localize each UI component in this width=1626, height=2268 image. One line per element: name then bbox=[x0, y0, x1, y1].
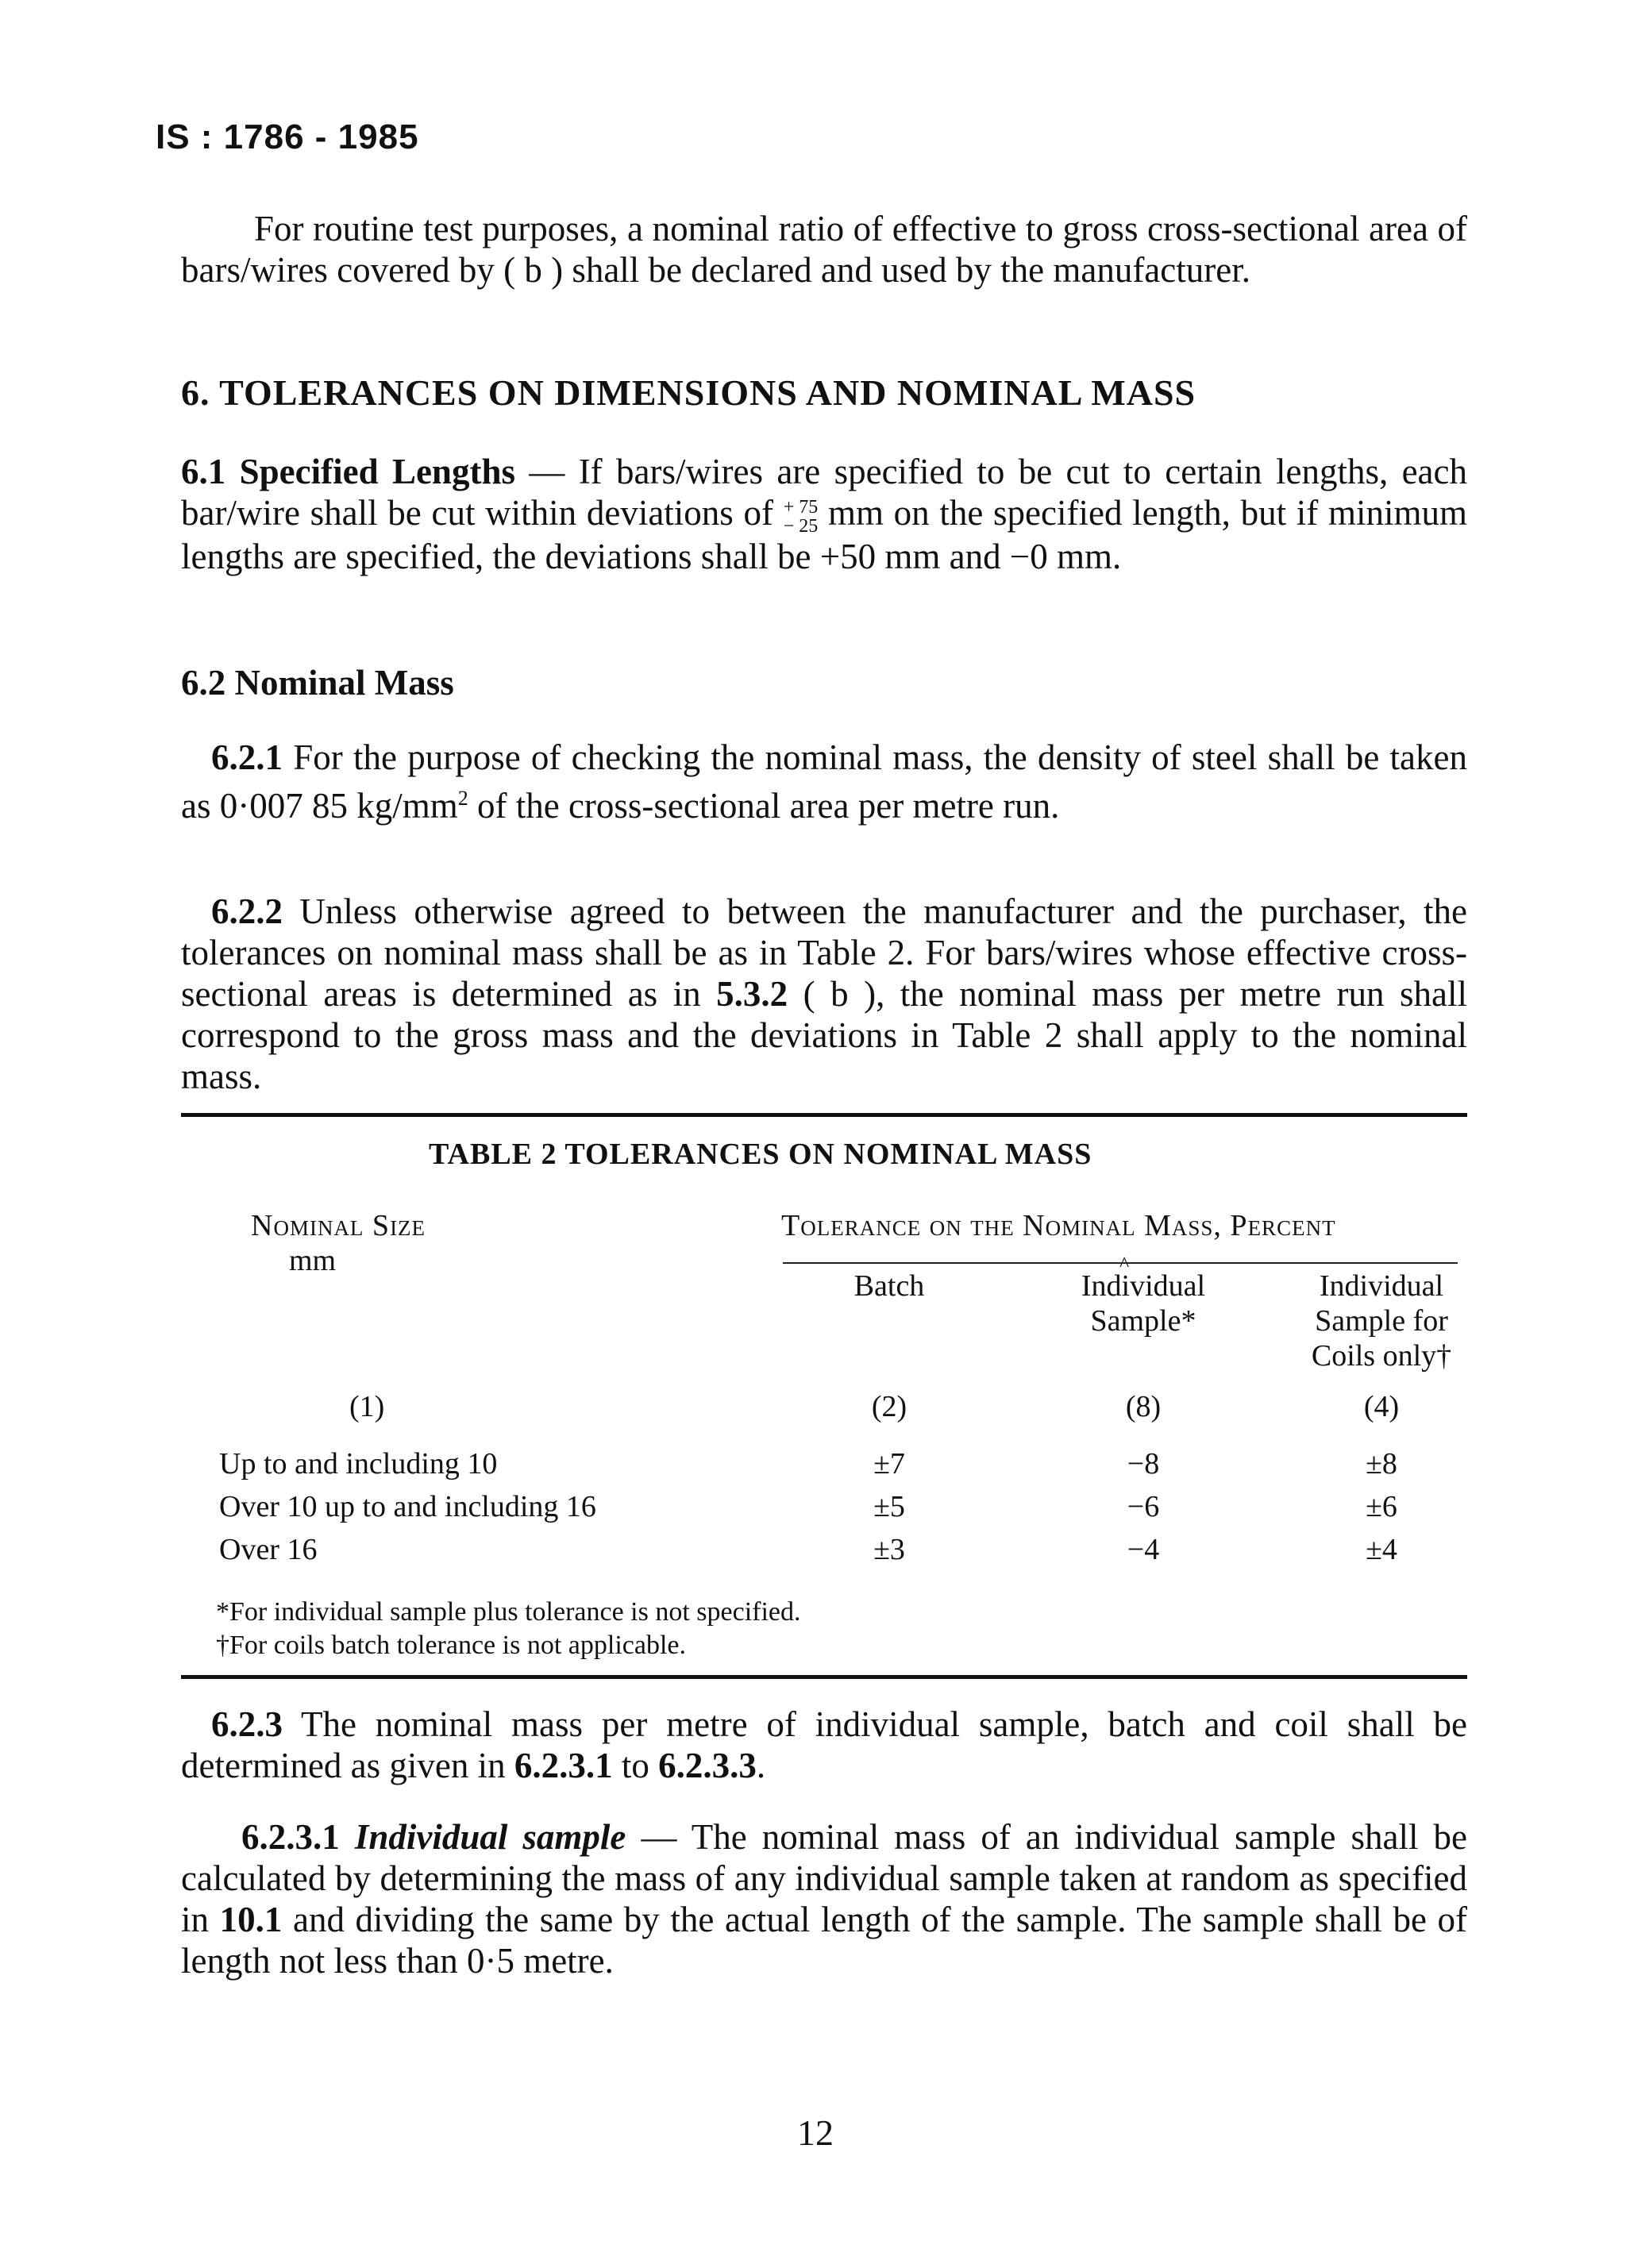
intro-paragraph: For routine test purposes, a nominal ratio of effective to gross cross-sectional area of bars/wires covered by ( b ) shall be declared and used by the manufacturer. bbox=[181, 209, 1467, 290]
table-row-batch: ±5 bbox=[873, 1490, 905, 1523]
clause-6-2-1-lead: 6.2.1 bbox=[211, 737, 283, 777]
clause-6-2-3-text: The nominal mass per metre of individual sample, batch and coil shall be determined as given in bbox=[181, 1704, 1468, 1785]
table-row-individual: −8 bbox=[1127, 1447, 1160, 1481]
nominal-size-unit: mm bbox=[289, 1244, 337, 1277]
footnote-individual: *For individual sample plus tolerance is not specified. bbox=[216, 1597, 801, 1627]
table-title: TABLE 2 TOLERANCES ON NOMINAL MASS bbox=[429, 1138, 1092, 1171]
tolerance-group-header: Tolerance on the Nominal Mass, Percent bbox=[781, 1209, 1336, 1242]
clause-6-2-3-1-title: Individual sample bbox=[354, 1817, 626, 1857]
clause-6-1-text-after: mm on the specified length, but if minimum lengths are specified, the deviations shall be +50 mm and −0 mm. bbox=[181, 493, 1467, 576]
table-row-size: Over 10 up to and including 16 bbox=[219, 1490, 596, 1523]
clause-reference: 5.3.2 bbox=[716, 974, 788, 1014]
clause-6-2-3-1 bbox=[181, 1816, 1467, 1981]
superscript-2: 2 bbox=[457, 787, 468, 810]
table-row-individual: −4 bbox=[1127, 1533, 1160, 1566]
coils-label-1: Individual bbox=[1319, 1269, 1444, 1303]
deviation-plus: + 75 bbox=[783, 496, 819, 518]
table-row-size: Over 16 bbox=[219, 1533, 318, 1566]
clause-6-2-3-1-text: — The nominal mass of an individual sample shall be calculated by determining the mass of any individual sample taken at random as specified in bbox=[181, 1817, 1468, 1939]
coils-label-3: Coils only† bbox=[1311, 1339, 1452, 1373]
table-row-batch: ±7 bbox=[873, 1447, 905, 1481]
clause-reference: 10.1 bbox=[219, 1900, 283, 1939]
clause-6-1-lead: 6.1 Specified Lengths bbox=[181, 452, 515, 491]
clause-6-2-2 bbox=[181, 891, 1467, 1097]
table-row-individual: −6 bbox=[1127, 1490, 1160, 1523]
clause-6-2-3-end: . bbox=[756, 1746, 766, 1785]
page-number: 12 bbox=[797, 2112, 834, 2153]
clause-6-2-1 bbox=[181, 737, 1467, 826]
col-number-1: (1) bbox=[349, 1390, 385, 1423]
clause-6-1 bbox=[181, 451, 1467, 577]
standard-header: IS : 1786 - 1985 bbox=[156, 117, 419, 156]
col-batch-header: Batch bbox=[853, 1269, 925, 1303]
deviation-minus: − 25 bbox=[783, 515, 819, 537]
length-deviation bbox=[784, 498, 819, 536]
table-row-coils: ±8 bbox=[1366, 1447, 1397, 1481]
table-row-coils: ±4 bbox=[1366, 1533, 1397, 1566]
nominal-size-label: Nominal Size bbox=[251, 1209, 426, 1242]
clause-6-2-3-1-lead: 6.2.3.1 bbox=[241, 1817, 340, 1857]
clause-6-2-2-text: Unless otherwise agreed to between the manufacturer and the purchaser, the tolerances on nominal mass shall be as in Table 2. For bars/wires whose effective cross-sectional areas is determined as in bbox=[181, 891, 1468, 1014]
table-top-rule bbox=[181, 1113, 1467, 1117]
clause-6-2-3-1-text-after: and dividing the same by the actual length of the sample. The sample shall be of length not less than 0·5 metre. bbox=[181, 1900, 1468, 1981]
col-number-2: (2) bbox=[871, 1390, 907, 1423]
col-coils-header bbox=[1278, 1269, 1485, 1373]
clause-reference: 6.2.3.3 bbox=[658, 1746, 757, 1785]
clause-6-2-2-lead: 6.2.2 bbox=[211, 891, 283, 931]
section-6-heading: 6. TOLERANCES ON DIMENSIONS AND NOMINAL MASS bbox=[181, 372, 1196, 413]
brace-tip: ^ bbox=[1119, 1253, 1130, 1276]
clause-6-2-3-mid: to bbox=[621, 1746, 649, 1785]
clause-6-2-heading: 6.2 Nominal Mass bbox=[181, 663, 454, 703]
footnote-coils: †For coils batch tolerance is not applicable. bbox=[216, 1631, 686, 1660]
col-number-3: (8) bbox=[1125, 1390, 1162, 1423]
table-row-size: Up to and including 10 bbox=[219, 1447, 498, 1481]
table-row-coils: ±6 bbox=[1366, 1490, 1397, 1523]
coils-label-2: Sample for bbox=[1315, 1304, 1448, 1338]
col-number-4: (4) bbox=[1363, 1390, 1400, 1423]
table-footnotes bbox=[216, 1596, 801, 1662]
table-row-batch: ±3 bbox=[873, 1533, 905, 1566]
col-nominal-size-header bbox=[251, 1208, 553, 1278]
clause-6-2-3 bbox=[181, 1704, 1467, 1786]
table-bottom-rule bbox=[181, 1675, 1467, 1679]
clause-6-2-1-text: For the purpose of checking the nominal mass, the density of steel shall be taken as 0·007 85 kg/mm bbox=[181, 737, 1468, 826]
individual-label-2: Sample* bbox=[1090, 1304, 1196, 1338]
col-individual-header bbox=[1032, 1269, 1254, 1338]
clause-6-2-3-lead: 6.2.3 bbox=[211, 1704, 283, 1744]
clause-6-2-2-text-after: ( b ), the nominal mass per metre run shall correspond to the gross mass and the deviations in Table 2 shall apply to the nominal mass. bbox=[181, 974, 1467, 1096]
individual-label-1: Individual bbox=[1081, 1269, 1206, 1303]
clause-6-2-1-text-after: of the cross-sectional area per metre run. bbox=[468, 786, 1060, 826]
clause-6-1-text: — If bars/wires are specified to be cut to certain lengths, each bar/wire shall be cut within deviations of bbox=[181, 452, 1468, 533]
clause-reference: 6.2.3.1 bbox=[514, 1746, 613, 1785]
